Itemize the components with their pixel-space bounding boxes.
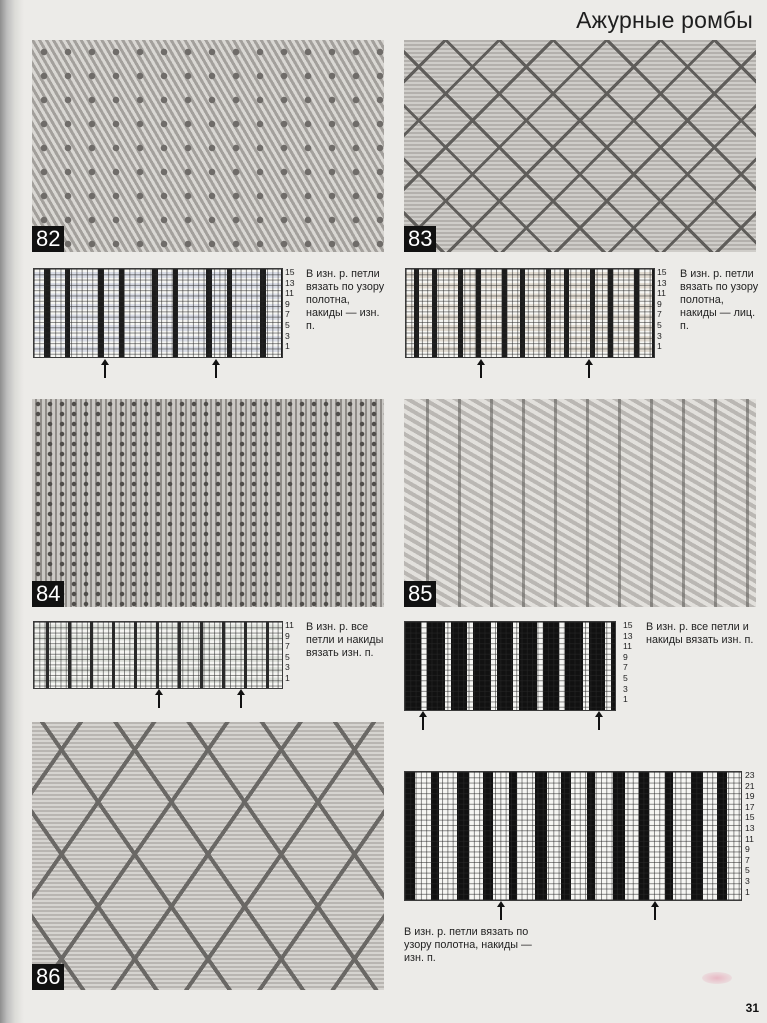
repeat-arrow-icon: [422, 716, 424, 730]
pattern-85-note: В изн. р. все петли и накиды вязать изн. п.: [646, 621, 754, 646]
row-number: 7: [285, 641, 290, 652]
pattern-82-row-numbers: [285, 267, 295, 352]
page-title: Ажурные ромбы: [576, 7, 753, 33]
pattern-84-chart: [33, 621, 283, 689]
repeat-arrow-icon: [215, 364, 217, 378]
pattern-84-note: В изн. р. все петли и накиды вязать изн. п.: [306, 621, 384, 659]
row-number: 3: [285, 662, 290, 673]
row-number: 15: [745, 812, 755, 823]
row-number: 1: [285, 341, 290, 352]
row-number: 13: [745, 822, 755, 833]
row-number: 1: [285, 672, 290, 683]
repeat-arrow-icon: [104, 364, 106, 378]
row-number: 15: [623, 620, 633, 630]
row-number: 1: [745, 886, 750, 897]
row-number: 23: [745, 770, 755, 780]
row-number: 1: [623, 694, 628, 705]
row-number: 7: [623, 662, 628, 673]
page-smudge: [702, 972, 732, 984]
pattern-82-note: В изн. р. петли вязать по узору полотна, накиды — изн. п.: [306, 268, 385, 332]
row-number: 3: [623, 683, 628, 694]
pattern-86-number: 86: [32, 964, 64, 990]
pattern-85-chart: [404, 621, 616, 711]
pattern-84-number: 84: [32, 581, 64, 607]
row-number: 7: [657, 309, 662, 320]
row-number: 17: [745, 801, 755, 812]
row-number: 11: [745, 833, 754, 844]
row-number: 1: [657, 341, 662, 352]
row-number: 13: [285, 277, 295, 288]
row-number: 21: [745, 780, 755, 791]
pattern-83-note: В изн. р. петли вязать по узору полотна, накиды — лиц. п.: [680, 268, 759, 332]
row-number: 3: [285, 330, 290, 341]
pattern-85-number: 85: [404, 581, 436, 607]
repeat-arrow-icon: [240, 694, 242, 708]
row-number: 11: [285, 620, 294, 630]
pattern-83-number: 83: [404, 226, 436, 252]
row-number: 15: [657, 267, 667, 277]
pattern-85-photo: [404, 399, 756, 607]
pattern-86-note: В изн. р. петли вязать по узору полотна, накиды — изн. п.: [404, 926, 532, 964]
row-number: 3: [745, 875, 750, 886]
row-number: 9: [623, 651, 628, 662]
pattern-84-row-numbers: [285, 620, 294, 684]
pattern-82-photo: [32, 40, 384, 252]
pattern-83-row-numbers: [657, 267, 667, 352]
row-number: 13: [657, 277, 667, 288]
row-number: 13: [623, 630, 633, 641]
row-number: 5: [657, 319, 662, 330]
page-gutter-shadow: [0, 0, 24, 1023]
row-number: 5: [285, 651, 290, 662]
row-number: 11: [623, 641, 632, 652]
row-number: 5: [745, 865, 750, 876]
row-number: 5: [285, 319, 290, 330]
repeat-arrow-icon: [500, 906, 502, 920]
page-number: 31: [745, 1001, 759, 1015]
pattern-86-photo: [32, 722, 384, 990]
row-number: 11: [285, 288, 294, 299]
pattern-86-row-numbers: [745, 770, 755, 897]
repeat-arrow-icon: [480, 364, 482, 378]
row-number: 5: [623, 672, 628, 683]
row-number: 7: [745, 854, 750, 865]
pattern-85-row-numbers: [623, 620, 633, 705]
row-number: 15: [285, 267, 295, 277]
pattern-83-photo: [404, 40, 756, 252]
repeat-arrow-icon: [654, 906, 656, 920]
pattern-84-photo: [32, 399, 384, 607]
row-number: 9: [657, 298, 662, 309]
row-number: 7: [285, 309, 290, 320]
row-number: 9: [285, 630, 290, 641]
row-number: 3: [657, 330, 662, 341]
pattern-82-chart: [33, 268, 283, 358]
row-number: 9: [285, 298, 290, 309]
row-number: 9: [745, 844, 750, 855]
repeat-arrow-icon: [598, 716, 600, 730]
pattern-82-number: 82: [32, 226, 64, 252]
row-number: 19: [745, 791, 755, 802]
repeat-arrow-icon: [588, 364, 590, 378]
pattern-86-chart: [404, 771, 742, 901]
row-number: 11: [657, 288, 666, 299]
repeat-arrow-icon: [158, 694, 160, 708]
pattern-83-chart: [405, 268, 655, 358]
